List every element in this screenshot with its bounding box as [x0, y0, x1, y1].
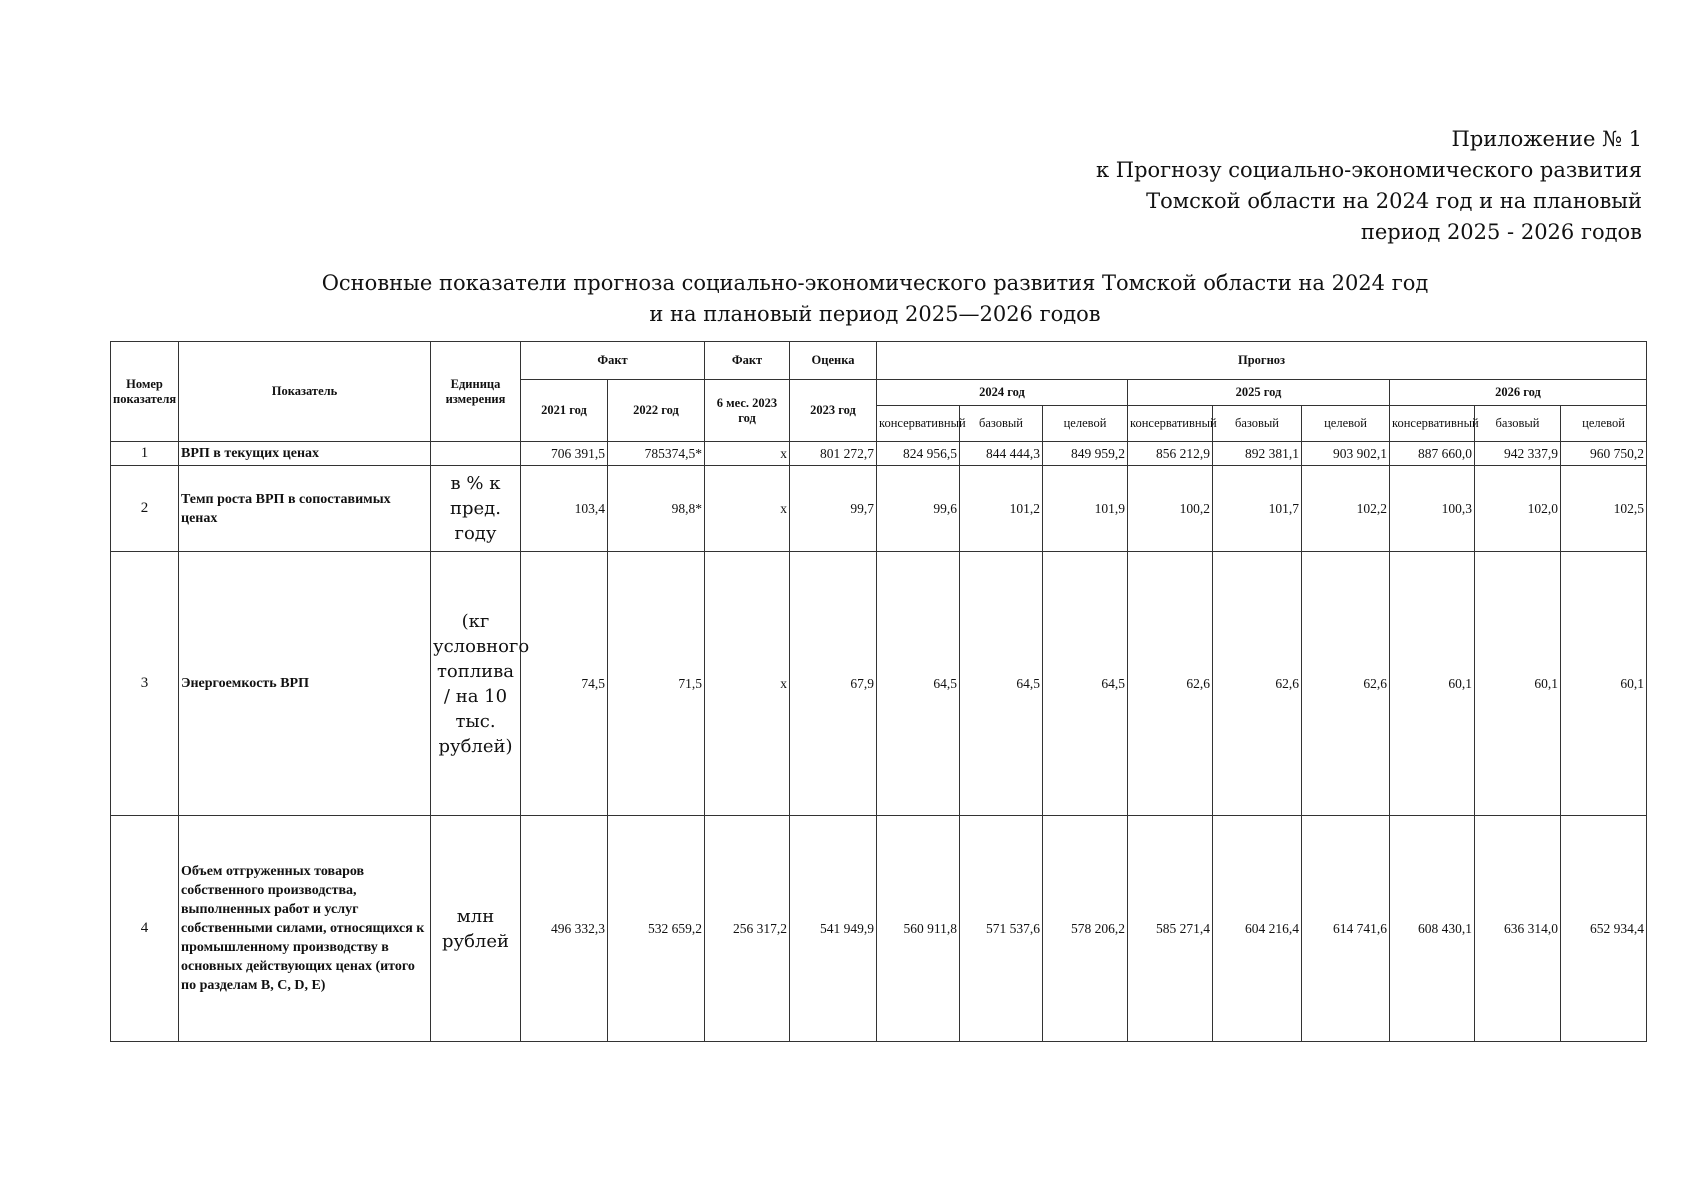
- unit-cell: в % к пред. году: [431, 466, 521, 552]
- value-cell: 102,0: [1475, 466, 1561, 552]
- value-cell: 100,2: [1128, 466, 1213, 552]
- value-cell: 960 750,2: [1561, 442, 1647, 466]
- value-cell: 100,3: [1390, 466, 1475, 552]
- value-cell: 496 332,3: [521, 816, 608, 1042]
- row-number: 3: [111, 552, 179, 816]
- unit-cell: [431, 442, 521, 466]
- row-number: 2: [111, 466, 179, 552]
- year-2022-header: 2022 год: [608, 380, 705, 442]
- half-2023-header: 6 мес. 2023 год: [705, 380, 790, 442]
- value-cell: 102,5: [1561, 466, 1647, 552]
- value-cell: x: [705, 466, 790, 552]
- forecast-header: Прогноз: [877, 342, 1647, 380]
- value-cell: 62,6: [1302, 552, 1390, 816]
- value-cell: 608 430,1: [1390, 816, 1475, 1042]
- value-cell: 892 381,1: [1213, 442, 1302, 466]
- indicators-table: [110, 341, 1647, 1042]
- value-cell: 560 911,8: [877, 816, 960, 1042]
- value-cell: 67,9: [790, 552, 877, 816]
- indicator-name: Темп роста ВРП в сопоставимых ценах: [179, 466, 431, 552]
- value-cell: 74,5: [521, 552, 608, 816]
- value-cell: 585 271,4: [1128, 816, 1213, 1042]
- value-cell: 706 391,5: [521, 442, 608, 466]
- scenario-conservative-header: консервативный: [877, 406, 960, 442]
- value-cell: 99,6: [877, 466, 960, 552]
- value-cell: 64,5: [960, 552, 1043, 816]
- indicator-name: Объем отгруженных товаров собственного производства, выполненных работ и услуг собственными силами, относящихся к промышленному производству в основных действующих ценах (итого по разделам B, C, D, E): [179, 816, 431, 1042]
- appendix-note: [1096, 124, 1642, 248]
- estimate-header: Оценка: [790, 342, 877, 380]
- value-cell: 636 314,0: [1475, 816, 1561, 1042]
- value-cell: 64,5: [877, 552, 960, 816]
- value-cell: x: [705, 442, 790, 466]
- value-cell: 532 659,2: [608, 816, 705, 1042]
- value-cell: 62,6: [1128, 552, 1213, 816]
- indicator-name: ВРП в текущих ценах: [179, 442, 431, 466]
- unit-cell: (кг условного топлива / на 10 тыс. рублей): [431, 552, 521, 816]
- value-cell: 652 934,4: [1561, 816, 1647, 1042]
- col-unit-header: Единица измерения: [431, 342, 521, 442]
- year-2025-header: 2025 год: [1128, 380, 1390, 406]
- value-cell: 64,5: [1043, 552, 1128, 816]
- value-cell: 60,1: [1475, 552, 1561, 816]
- value-cell: x: [705, 552, 790, 816]
- value-cell: 887 660,0: [1390, 442, 1475, 466]
- scenario-target-header: целевой: [1561, 406, 1647, 442]
- value-cell: 102,2: [1302, 466, 1390, 552]
- value-cell: 801 272,7: [790, 442, 877, 466]
- appendix-line: Томской области на 2024 год и на плановый: [1146, 189, 1642, 213]
- header-row: [111, 342, 1647, 380]
- value-cell: 541 949,9: [790, 816, 877, 1042]
- appendix-line: Приложение № 1: [1451, 127, 1642, 151]
- appendix-line: период 2025 - 2026 годов: [1360, 220, 1642, 244]
- scenario-base-header: базовый: [1213, 406, 1302, 442]
- value-cell: 942 337,9: [1475, 442, 1561, 466]
- value-cell: 824 956,5: [877, 442, 960, 466]
- title-line: и на плановый период 2025—2026 годов: [649, 302, 1101, 326]
- table-row: [111, 442, 1647, 466]
- table-row: [111, 816, 1647, 1042]
- fact6-header: Факт: [705, 342, 790, 380]
- value-cell: 60,1: [1390, 552, 1475, 816]
- row-number: 1: [111, 442, 179, 466]
- title-line: Основные показатели прогноза социально-экономического развития Томской области на 2024 год: [321, 271, 1429, 295]
- fact-header: Факт: [521, 342, 705, 380]
- value-cell: 101,7: [1213, 466, 1302, 552]
- value-cell: 785374,5*: [608, 442, 705, 466]
- year-2021-header: 2021 год: [521, 380, 608, 442]
- table-row: [111, 552, 1647, 816]
- scenario-base-header: базовый: [960, 406, 1043, 442]
- scenario-conservative-header: консервативный: [1128, 406, 1213, 442]
- value-cell: 604 216,4: [1213, 816, 1302, 1042]
- value-cell: 99,7: [790, 466, 877, 552]
- value-cell: 62,6: [1213, 552, 1302, 816]
- value-cell: 844 444,3: [960, 442, 1043, 466]
- value-cell: 101,9: [1043, 466, 1128, 552]
- value-cell: 614 741,6: [1302, 816, 1390, 1042]
- year-2023-header: 2023 год: [790, 380, 877, 442]
- unit-cell: млн рублей: [431, 816, 521, 1042]
- value-cell: 849 959,2: [1043, 442, 1128, 466]
- row-number: 4: [111, 816, 179, 1042]
- value-cell: 571 537,6: [960, 816, 1043, 1042]
- value-cell: 103,4: [521, 466, 608, 552]
- value-cell: 60,1: [1561, 552, 1647, 816]
- year-2024-header: 2024 год: [877, 380, 1128, 406]
- scenario-base-header: базовый: [1475, 406, 1561, 442]
- col-num-header: Номер показателя: [111, 342, 179, 442]
- value-cell: 578 206,2: [1043, 816, 1128, 1042]
- appendix-line: к Прогнозу социально-экономического развития: [1095, 158, 1642, 182]
- scenario-target-header: целевой: [1302, 406, 1390, 442]
- value-cell: 98,8*: [608, 466, 705, 552]
- document-title: [110, 268, 1640, 330]
- value-cell: 71,5: [608, 552, 705, 816]
- scenario-conservative-header: консервативный: [1390, 406, 1475, 442]
- value-cell: 856 212,9: [1128, 442, 1213, 466]
- indicator-name: Энергоемкость ВРП: [179, 552, 431, 816]
- table-row: [111, 466, 1647, 552]
- value-cell: 903 902,1: [1302, 442, 1390, 466]
- col-indicator-header: Показатель: [179, 342, 431, 442]
- value-cell: 101,2: [960, 466, 1043, 552]
- year-2026-header: 2026 год: [1390, 380, 1647, 406]
- value-cell: 256 317,2: [705, 816, 790, 1042]
- scenario-target-header: целевой: [1043, 406, 1128, 442]
